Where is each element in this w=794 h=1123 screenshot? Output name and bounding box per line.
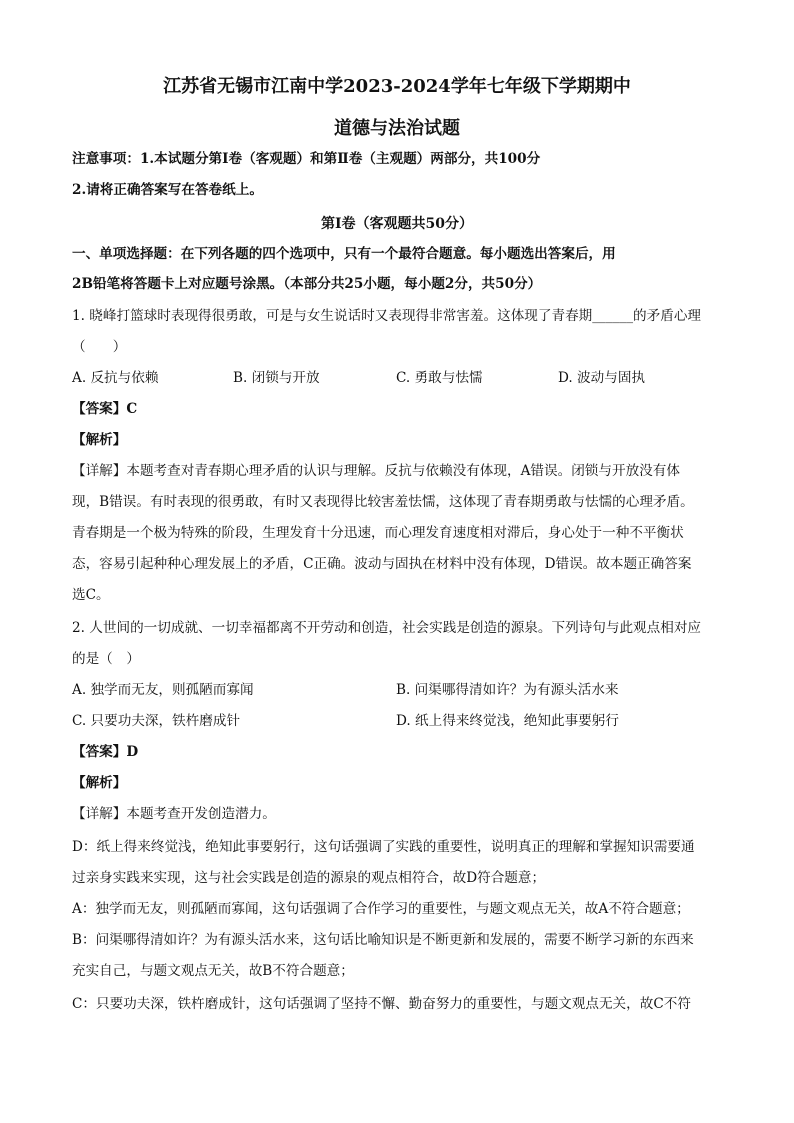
q1-stem-line-2: （ ）	[72, 339, 127, 355]
q1-option-d: D. 波动与固执	[558, 370, 646, 386]
q1-detail-line: 【详解】本题考查对青春期心理矛盾的认识与理解。反抗与依赖没有体现，A错误。闭锁与开放没有体	[72, 463, 680, 479]
q1-detail-line: 现，B错误。有时表现的很勇敢，有时又表现得比较害羞怯懦，这体现了青春期勇敢与怯懦的心理矛盾。	[72, 494, 694, 510]
section-title: 第Ⅰ卷（客观题共50分）	[320, 216, 474, 232]
q2-detail-line: C：只要功夫深，铁杵磨成针，这句话强调了坚持不懈、勤奋努力的重要性，与题文观点无关，故C不符	[72, 996, 691, 1012]
notice-line-2: 2.请将正确答案写在答卷纸上。	[72, 182, 263, 198]
q2-detail-line: 【详解】本题考查开发创造潜力。	[72, 806, 276, 822]
q2-option-d: D. 纸上得来终觉浅，绝知此事要躬行	[396, 713, 619, 729]
section-instruction-1: 一、单项选择题：在下列各题的四个选项中，只有一个最符合题意。每小题选出答案后，用	[72, 246, 616, 262]
q1-answer: 【答案】C	[72, 401, 138, 417]
q2-answer: 【答案】D	[72, 744, 139, 760]
notice-line-1: 注意事项：1.本试题分第Ⅰ卷（客观题）和第Ⅱ卷（主观题）两部分，共100分	[72, 151, 541, 167]
q1-detail-line: 青春期是一个极为特殊的阶段，生理发育十分迅速，而心理发育速度相对滞后，身心处于一种不平衡状	[72, 525, 684, 541]
q1-option-c: C. 勇敢与怯懦	[396, 370, 483, 386]
q2-option-c: C. 只要功夫深，铁杵磨成针	[72, 713, 241, 729]
q2-detail-line: D：纸上得来终觉浅，绝知此事要躬行，这句话强调了实践的重要性，说明真正的理解和掌握知识需要通	[72, 839, 695, 855]
exam-subtitle: 道德与法治试题	[334, 118, 460, 139]
q2-detail-line: 过亲身实践来实现，这与社会实践是创造的源泉的观点相符合，故D符合题意；	[72, 870, 546, 886]
q1-stem-line-1: 1. 晓峰打篮球时表现得很勇敢，可是与女生说话时又表现得非常害羞。这体现了青春期______的矛盾心理	[72, 308, 702, 324]
q1-detail-line: 态，容易引起种种心理发展上的矛盾，C正确。波动与固执在材料中没有体现，D错误。故本题正确答案	[72, 556, 692, 572]
q1-detail-line: 选C。	[72, 587, 110, 603]
q1-option-a: A. 反抗与依赖	[72, 370, 159, 386]
q1-analysis-heading: 【解析】	[72, 432, 127, 448]
exam-title: 江苏省无锡市江南中学2023-2024学年七年级下学期期中	[163, 76, 631, 97]
q2-stem-line-2: 的是（ ）	[72, 651, 140, 667]
q2-detail-line: B：问渠哪得清如许？为有源头活水来，这句话比喻知识是不断更新和发展的，需要不断学习新的东西来	[72, 932, 694, 948]
q2-option-b: B. 问渠哪得清如许？为有源头活水来	[396, 682, 619, 698]
q2-stem-line-1: 2. 人世间的一切成就、一切幸福都离不开劳动和创造，社会实践是创造的源泉。下列诗句与此观点相对应	[72, 620, 702, 636]
q2-detail-line: 充实自己，与题文观点无关，故B不符合题意；	[72, 963, 354, 979]
section-instruction-2: 2B铅笔将答题卡上对应题号涂黑。（本部分共25小题，每小题2分，共50分）	[72, 276, 542, 292]
q2-option-a: A. 独学而无友，则孤陋而寡闻	[72, 682, 254, 698]
q2-analysis-heading: 【解析】	[72, 775, 127, 791]
q2-detail-line: A：独学而无友，则孤陋而寡闻，这句话强调了合作学习的重要性，与题文观点无关，故A不符合题意；	[72, 901, 690, 917]
q1-option-b: B. 闭锁与开放	[233, 370, 320, 386]
